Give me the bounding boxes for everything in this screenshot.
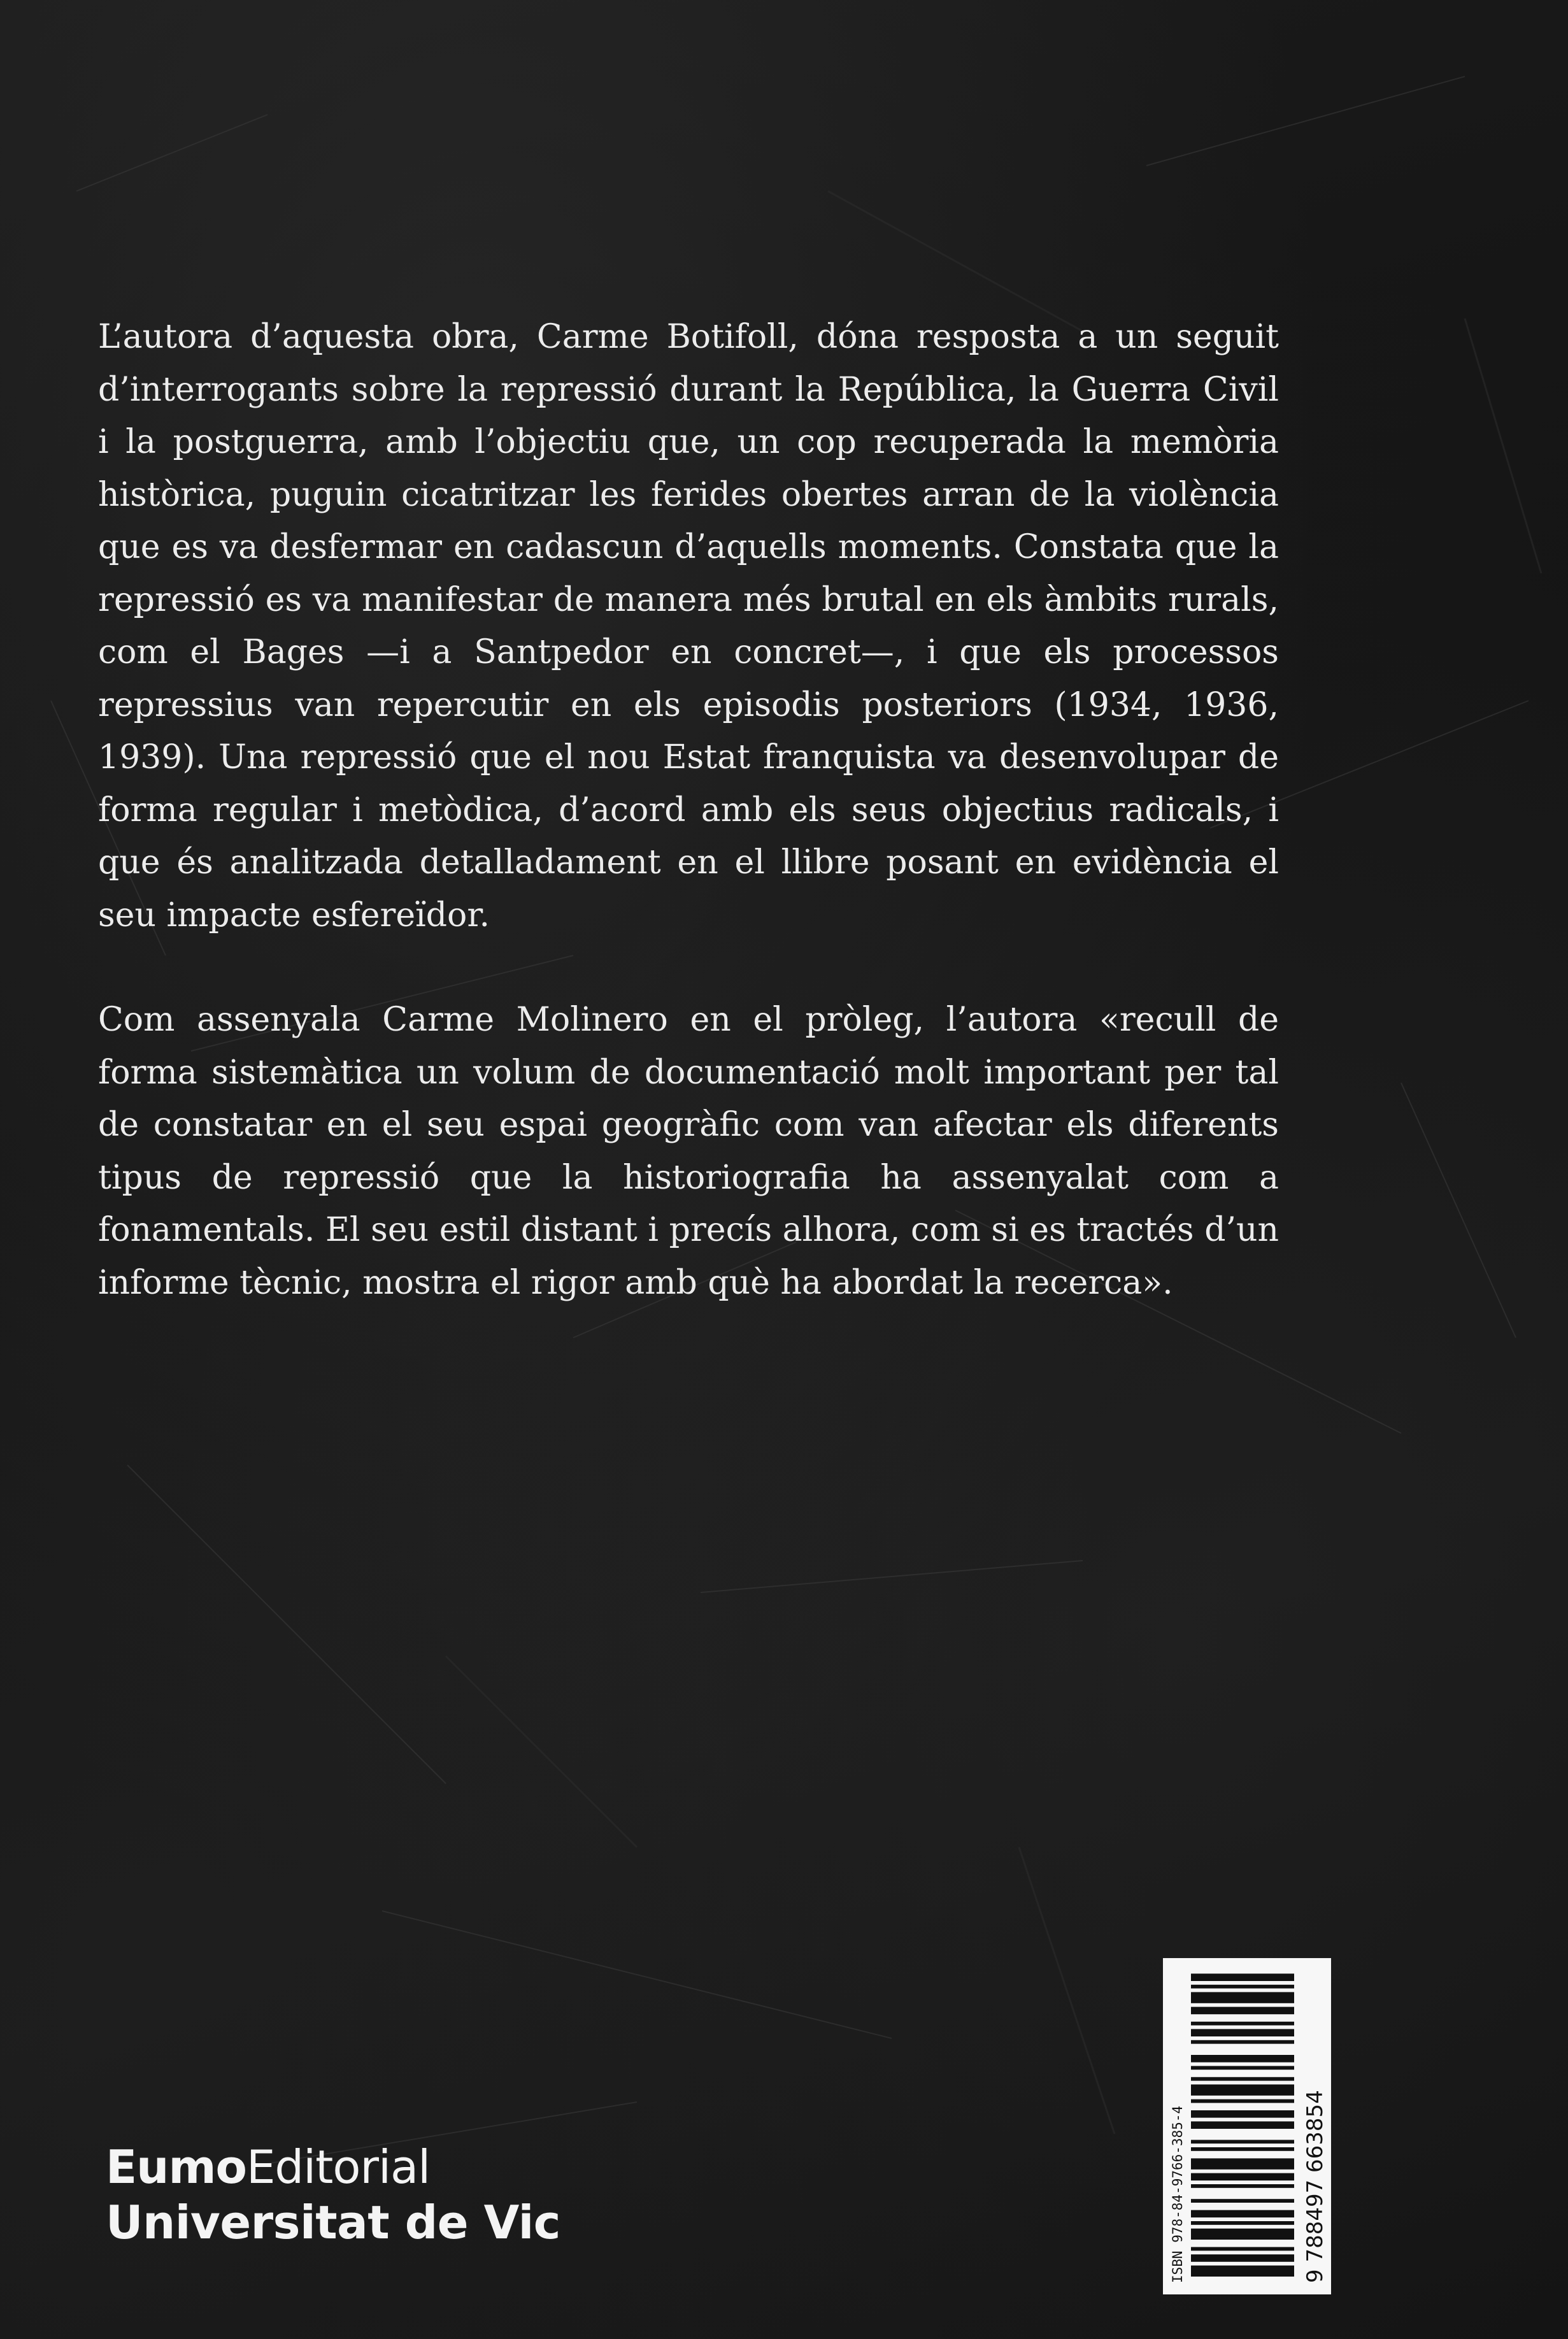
barcode-bar <box>1191 2007 1294 2015</box>
barcode-bars <box>1191 1973 1294 2277</box>
barcode-bar <box>1191 1992 1294 2003</box>
barcode-bar <box>1191 2084 1294 2095</box>
barcode-bar <box>1191 2140 1294 2143</box>
barcode-bar <box>1191 2066 1294 2070</box>
barcode-bar <box>1191 2210 1294 2218</box>
barcode-bar <box>1191 2022 1294 2026</box>
barcode-bar <box>1191 2055 1294 2063</box>
barcode-bar <box>1191 2199 1294 2203</box>
barcode-bar <box>1191 1973 1294 1981</box>
publisher-name <box>106 2140 560 2194</box>
barcode-bar <box>1191 2247 1294 2251</box>
publisher-name-light: Editorial <box>246 2140 431 2194</box>
barcode-digits: 9 788497 663854 <box>1302 2090 1328 2283</box>
blurb-paragraph-1: L’autora d’aquesta obra, Carme Botifoll, dóna resposta a un seguit d’interrogants sobre la repressió durant la República, la Guerra Civil i la postguerra, amb l’objectiu que, un cop recuperada la memòria històrica, puguin cicatritzar les ferides obertes arran de la violència que es va desfermar en cadascun d’aquells moments. Constata que la repressió es va manifestar de manera més brutal en els àmbits rurals, com el Bages —i a Santpedor en concret—, i que els processos repressius van repercutir en els episodis posteriors (1934, 1936, 1939). Una repressió que el nou Estat franquista va desenvolupar de forma regular i metòdica, d’acord amb els seus objectius radicals, i que és analitzada detalladament en el llibre posant en evidència el seu impacte esfereïdor. <box>98 318 1279 934</box>
barcode-bar <box>1191 2147 1294 2151</box>
barcode-bar <box>1191 2184 1294 2188</box>
barcode-bar <box>1191 2158 1294 2169</box>
isbn-label: ISBN 978-84-9766-385-4 <box>1170 2105 1185 2283</box>
back-cover-blurb <box>98 311 1279 1361</box>
barcode-bar <box>1191 2077 1294 2081</box>
barcode-bar <box>1191 2173 1294 2181</box>
blurb-paragraph-2: Com assenyala Carme Molinero en el pròleg, l’autora «recull de forma sistemàtica un volum de documentació molt important per tal de constatar en el seu espai geogràfic com van afectar els diferents tipus de repressió que la historiografia ha assenyalat com a fonamentals. El seu estil distant i precís alhora, com si es tractés d’un informe tècnic, mostra el rigor amb què ha abordat la recerca». <box>98 1001 1279 1302</box>
publisher-logo <box>106 2140 560 2251</box>
barcode-bar <box>1191 2110 1294 2118</box>
publisher-name-bold: Eumo <box>106 2140 246 2194</box>
barcode-bar <box>1191 2040 1294 2044</box>
barcode-bar <box>1191 2229 1294 2240</box>
barcode-bar <box>1191 1985 1294 1989</box>
barcode-bar <box>1191 2266 1294 2277</box>
barcode-bar <box>1191 2029 1294 2036</box>
barcode-bar <box>1191 2121 1294 2129</box>
barcode-bar <box>1191 2221 1294 2225</box>
barcode-bar <box>1191 2099 1294 2103</box>
publisher-university: Universitat de Vic <box>106 2196 560 2249</box>
isbn-barcode <box>1163 1958 1331 2294</box>
barcode-bar <box>1191 2254 1294 2262</box>
